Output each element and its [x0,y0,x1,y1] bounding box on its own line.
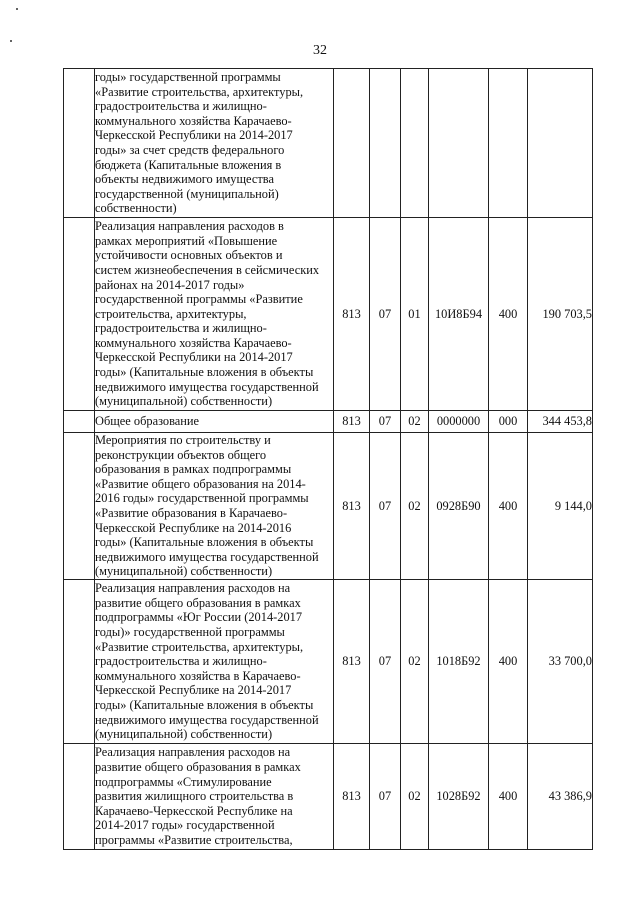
table-row [64,69,593,218]
subsection-code: 02 [401,433,429,580]
description-cell [95,69,334,218]
amount-value: 33 700,0 [528,579,593,743]
target-article-code: 0000000 [429,411,489,433]
section-code [370,69,401,218]
ministry-code: 813 [334,411,370,433]
blank-cell [64,433,95,580]
expense-type-code: 400 [489,743,528,849]
row-description: Реализация направления расходов в рамках мероприятий «Повышение устойчивости основных объектов и систем жизнеобеспечения в сейсмических районах на 2014-2017 годы» государственной программы «Развитие строительства, архитектуры, градостроительства и жилищно- коммунального хозяйства Карачаево- Черкесской Республики на 2014-2017 годы» (Капитальные вложения в объекты недвижимого имущества государственной (муниципальной) собственности) [95,219,320,409]
scan-speck [16,8,18,10]
table-row [64,579,593,743]
blank-cell [64,743,95,849]
amount-value [528,69,593,218]
target-article-code [429,69,489,218]
description-cell [95,411,334,433]
subsection-code: 01 [401,218,429,411]
table-row [64,743,593,849]
section-code: 07 [370,411,401,433]
blank-cell [64,69,95,218]
amount-value: 43 386,9 [528,743,593,849]
scan-speck [10,40,12,42]
subsection-code [401,69,429,218]
ministry-code [334,69,370,218]
blank-cell [64,411,95,433]
amount-value: 9 144,0 [528,433,593,580]
amount-value: 344 453,8 [528,411,593,433]
section-code: 07 [370,743,401,849]
row-description: Реализация направления расходов на развитие общего образования в рамках подпрограммы «Стимулирование развития жилищного строительства в Карачаево-Черкесской Республике на 2014-2017 годы» государственной программы «Развитие строительства, [95,745,301,847]
table-row [64,411,593,433]
target-article-code: 0928Б90 [429,433,489,580]
ministry-code: 813 [334,743,370,849]
description-cell [95,743,334,849]
target-article-code: 1018Б92 [429,579,489,743]
section-code: 07 [370,579,401,743]
ministry-code: 813 [334,579,370,743]
target-article-code: 1028Б92 [429,743,489,849]
row-description: Общее образование [95,414,200,429]
description-cell [95,218,334,411]
expense-type-code [489,69,528,218]
row-description: годы» государственной программы «Развитие строительства, архитектуры, градостроительства и жилищно- коммунального хозяйства Карачаево- Черкесской Республики на 2014-2017 годы» за счет средств федерального бюджета (Капитальные вложения в объекты недвижимого имущества государственной (муниципальной) собственности) [95,70,304,216]
ministry-code: 813 [334,218,370,411]
subsection-code: 02 [401,579,429,743]
section-code: 07 [370,218,401,411]
description-cell [95,579,334,743]
expense-type-code: 000 [489,411,528,433]
blank-cell [64,218,95,411]
expense-type-code: 400 [489,433,528,580]
expense-type-code: 400 [489,579,528,743]
target-article-code: 10И8Б94 [429,218,489,411]
row-description: Реализация направления расходов на развитие общего образования в рамках подпрограммы «Юг России (2014-2017 годы)» государственной программы «Развитие строительства, архитектуры, градостроительства и жилищно- коммунального хозяйства в Карачаево- Черкесской Республике на 2014-2017 годы» (Капитальные вложения в объекты недвижимого имущества государственной (муниципальной) собственности) [95,581,319,742]
expense-type-code: 400 [489,218,528,411]
section-code: 07 [370,433,401,580]
description-cell [95,433,334,580]
subsection-code: 02 [401,411,429,433]
table-row [64,433,593,580]
row-description: Мероприятия по строительству и реконструкции объектов общего образования в рамках подпрограммы «Развитие общего образования на 2014- 2016 годы» государственной программы «Развитие образования в Карачаево- Черкесской Республике на 2014-2016 годы» (Капитальные вложения в объекты недвижимого имущества государственной (муниципальной) собственности) [95,433,319,579]
blank-cell [64,579,95,743]
ministry-code: 813 [334,433,370,580]
page-number: 32 [313,43,327,58]
subsection-code: 02 [401,743,429,849]
budget-table [63,68,593,850]
amount-value: 190 703,5 [528,218,593,411]
table-row [64,218,593,411]
